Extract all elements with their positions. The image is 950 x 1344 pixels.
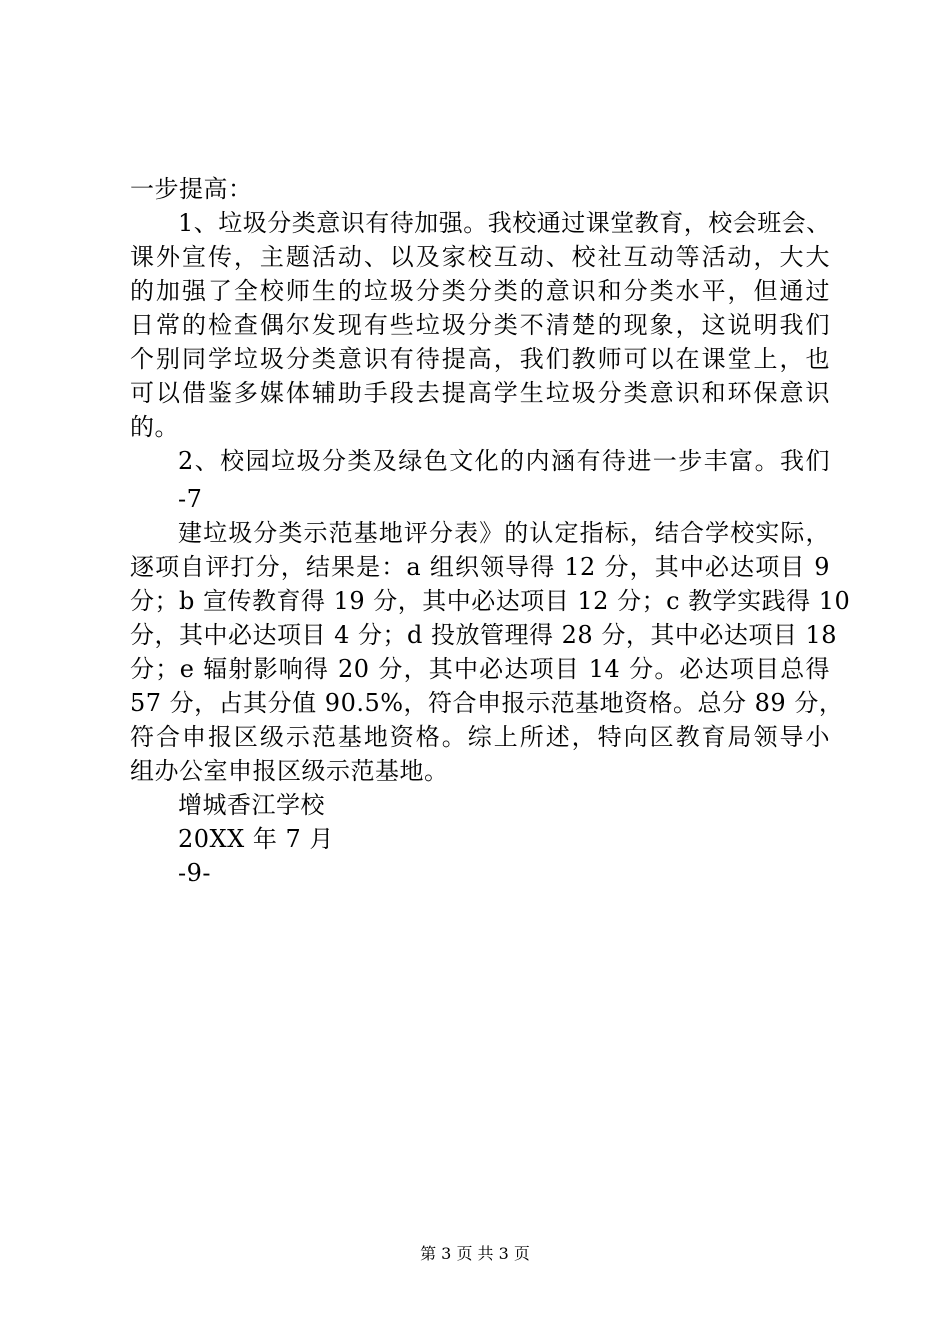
text-line: 建垃圾分类示范基地评分表》的认定指标，结合学校实际， xyxy=(178,519,830,547)
text-line: 个别同学垃圾分类意识有待提高，我们教师可以在课堂上，也 xyxy=(130,345,830,373)
text-line: 分，其中必达项目 4 分；d 投放管理得 28 分，其中必达项目 18 xyxy=(130,621,837,649)
text-line: 可以借鉴多媒体辅助手段去提高学生垃圾分类意识和环保意识 xyxy=(130,379,830,407)
text-line: 1、垃圾分类意识有待加强。我校通过课堂教育，校会班会、 xyxy=(178,209,831,237)
signature-school: 增城香江学校 xyxy=(178,791,325,819)
page-footer: 第 3 页 共 3 页 xyxy=(420,1244,530,1263)
text-line: 2、校园垃圾分类及绿色文化的内涵有待进一步丰富。我们 xyxy=(178,447,830,475)
text-line: 的。 xyxy=(130,413,179,441)
text-line: 课外宣传，主题活动、以及家校互动、校社互动等活动，大大 xyxy=(130,243,830,271)
text-line: 逐项自评打分，结果是：a 组织领导得 12 分，其中必达项目 9 xyxy=(130,553,830,581)
text-line: 组办公室申报区级示范基地。 xyxy=(130,757,449,785)
page-marker: -9- xyxy=(178,859,211,887)
text-line: 日常的检查偶尔发现有些垃圾分类不清楚的现象，这说明我们 xyxy=(130,311,830,339)
text-line: 的加强了全校师生的垃圾分类分类的意识和分类水平，但通过 xyxy=(130,277,830,305)
text-line: 57 分，占其分值 90.5%，符合申报示范基地资格。总分 89 分， xyxy=(130,689,844,717)
text-line: 分；b 宣传教育得 19 分，其中必达项目 12 分；c 教学实践得 10 xyxy=(130,587,851,615)
text-line: 一步提高： xyxy=(130,175,253,203)
text-line: 分；e 辐射影响得 20 分，其中必达项目 14 分。必达项目总得 xyxy=(130,655,830,683)
page-marker: -7 xyxy=(178,485,203,513)
text-line: 符合申报区级示范基地资格。综上所述，特向区教育局领导小 xyxy=(130,723,830,751)
signature-date: 20XX 年 7 月 xyxy=(178,825,334,853)
